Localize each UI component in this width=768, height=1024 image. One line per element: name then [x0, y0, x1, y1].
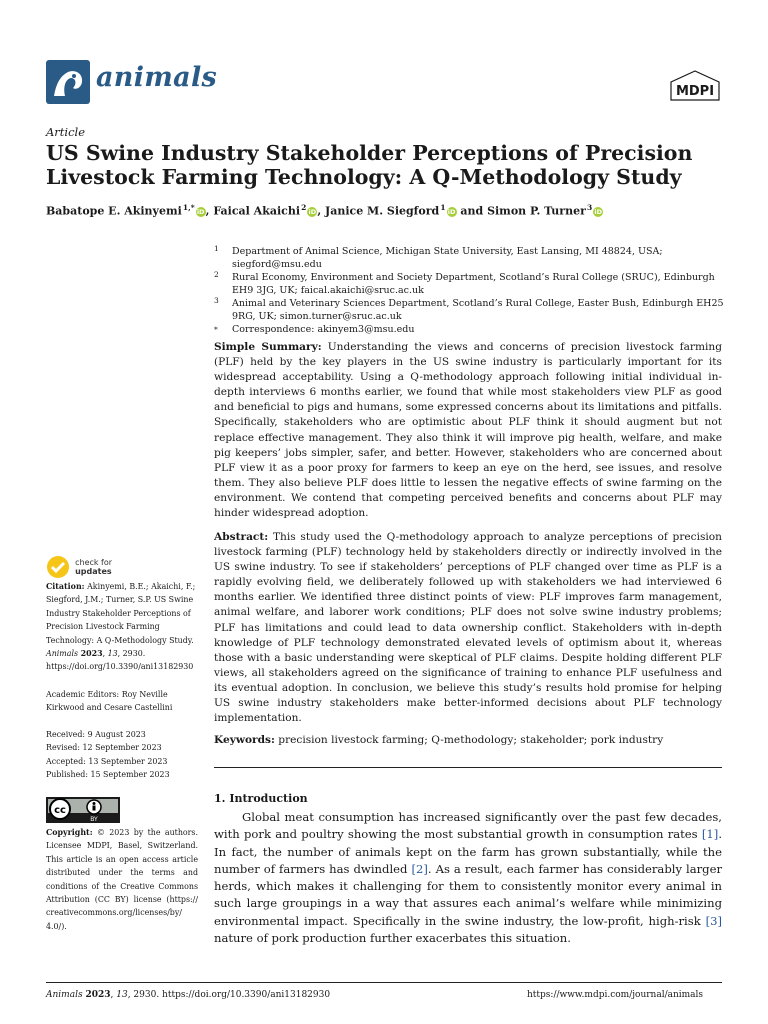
keywords: Keywords: precision livestock farming; Q-methodology; stakeholder; pork industry	[214, 734, 664, 746]
section-heading: 1. Introduction	[214, 792, 308, 805]
footer-citation: Animals 2023, 13, 2930. https://doi.org/10.3390/ani13182930	[46, 990, 331, 1000]
check-for-updates-badge[interactable]: check for updates	[46, 555, 112, 579]
journal-name: animals	[96, 62, 218, 93]
affiliation-item: 1 Department of Animal Science, Michigan State University, East Lansing, MI 48824, USA; siegford@msu.edu	[214, 244, 663, 270]
orcid-icon[interactable]: iD	[308, 207, 317, 216]
author-list: Babatope E. Akinyemi $^{1,*}$ iD, Faical Akaichi $^2$ iD, Janice M. Siegford $^1$ iD and Simon P. Turner $^3$ iD	[46, 203, 602, 218]
simple-summary: Simple Summary: Understanding the views and concerns of precision livestock farming (PLF) held by the key players in the US swine industry is particularly important for its widespread acceptability. Using a Q-methodology approach following initial individual in-depth interviews 6 months earlier, we found that while most stakeholders view PLF as good and beneficial to pigs and humans, some expressed concerns about its limitations and pitfalls. Specifically, stakeholders who are optimistic about PLF think it should augment but not replace effective management. They also think it will improve pig health, welfare, and make pig keepers’ jobs simpler, safer, and better. However, stakeholders who are concerned about PLF view it as a poor proxy for farmers to keep an eye on the herd, see issues, and resolve them. They also believe PLF does little to lessen the negative effects of swine farming on the environment. We contend that competing perceived benefits and concerns about PLF may hinder widespread adoption.	[214, 341, 722, 520]
svg-text:MDPI: MDPI	[675, 84, 715, 99]
footer-divider	[46, 982, 722, 983]
svg-text:BY: BY	[90, 816, 98, 823]
author-name: Simon P. Turner	[487, 204, 586, 218]
orcid-icon[interactable]: iD	[594, 207, 602, 216]
affiliation-item: 2 Rural Economy, Environment and Society Department, Scotland’s Rural College (SRUC), Edinburgh EH9 3JG, UK; faical.akaichi@sruc.ac.uk	[214, 270, 715, 296]
correspondence: * Correspondence: akinyem3@msu.edu	[214, 324, 415, 335]
section-divider	[214, 767, 722, 768]
orcid-icon[interactable]: iD	[447, 207, 456, 216]
author-name: Babatope E. Akinyemi	[46, 204, 182, 218]
citation-block: Citation: Akinyemi, B.E.; Akaichi, F.; Siegford, J.M.; Turner, S.P. US Swine Industry Stakeholder Perceptions of Precision Livestock Farming Technology: A Q-Methodology Study. Animals 2023, 13, 2930. https://doi.org/10.3390/ani13182930	[46, 582, 196, 672]
abstract: Abstract: This study used the Q-methodology approach to analyze perceptions of precision livestock farming (PLF) technology held by stakeholders directly or indirectly involved in the US swine industry. To see if stakeholders’ perceptions of PLF changed over time as PLF is a rapidly evolving field, we deliberately followed up with stakeholders we had interviewed 6 months earlier. We identified three distinct points of view: PLF improves farm management, animal welfare, and laborer work conditions; PLF does not solve swine industry problems; PLF has limitations and could lead to data ownership conflict. Stakeholders with in-depth knowledge of PLF technology demonstrated elevated levels of optimism about it, whereas those with a basic understanding were skeptical of PLF claims. Despite holding different PLF views, all stakeholders agreed on the significance of training to enhance PLF usefulness and its eventual adoption. In conclusion, we believe this study’s results hold promise for helping US swine industry stakeholders make better-informed decisions about PLF technology implementation.	[214, 531, 722, 725]
svg-text:cc: cc	[54, 805, 66, 816]
mdpi-logo	[668, 70, 722, 108]
animals-logo-icon	[46, 60, 90, 104]
dates: Received: 9 August 2023 Revised: 12 September 2023 Accepted: 13 September 2023 Published: 15 September 2023	[46, 730, 170, 780]
cc-by-license-icon[interactable]	[46, 797, 120, 827]
reference-link[interactable]: [2]	[411, 861, 428, 876]
article-title: US Swine Industry Stakeholder Perceptions of Precision Livestock Farming Technology: A Q-Methodology Study	[46, 141, 693, 189]
affiliation-item: 3 Animal and Veterinary Sciences Department, Scotland’s Rural College, Easter Bush, Edinburgh EH25 9RG, UK; simon.turner@sruc.ac.uk	[214, 296, 724, 322]
academic-editors: Academic Editors: Roy Neville Kirkwood and Cesare Castellini	[46, 690, 173, 713]
reference-link[interactable]: [3]	[705, 913, 722, 928]
author-name: Faical Akaichi	[213, 204, 300, 218]
article-type: Article	[46, 125, 86, 139]
orcid-icon[interactable]: iD	[196, 207, 205, 216]
journal-url-link[interactable]: https://www.mdpi.com/journal/animals	[527, 990, 704, 1000]
check-updates-icon	[46, 555, 70, 579]
author-name: Janice M. Siegford	[325, 204, 440, 218]
introduction-paragraph: Global meat consumption has increased significantly over the past few decades, with pork and poultry showing the most substantial growth in consumption rates [1]. In fact, the number of animals kept on the farm has grown substantially, while the number of farmers has dwindled [2]. As a result, each farmer has considerably larger herds, which makes it challenging for them to consistently monitor every animal in such large groupings in a way that assures each animal’s welfare while minimizing environmental impact. Specifically in the swine industry, the low-profit, high-risk [3] nature of pork production further exacerbates this situation.	[214, 810, 723, 946]
copyright-block: Copyright: © 2023 by the authors. Licensee MDPI, Basel, Switzerland. This article is an open access article distributed under the terms and conditions of the Creative Commons Attribution (CC BY) license (https:// creativecommons.org/licenses/by/ 4.0/).	[46, 828, 198, 931]
affiliations	[214, 245, 734, 336]
reference-link[interactable]: [1]	[701, 827, 719, 842]
